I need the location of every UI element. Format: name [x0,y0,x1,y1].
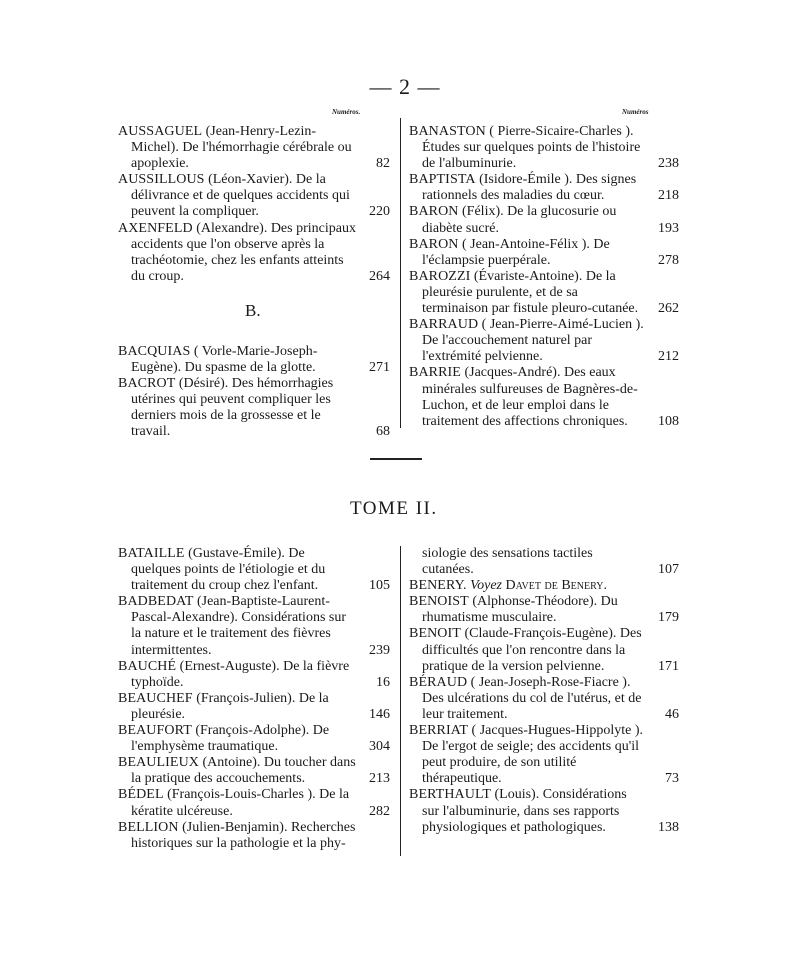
index-entry: BÉDEL (François-Louis-Charles ). De la kératite ulcéreuse. 282 [118,787,390,819]
entry-number: 264 [369,268,390,284]
index-entry: BATAILLE (Gustave-Émile). De quelques points de l'étiologie et du traitement du croup chez l'enfant. 105 [118,546,390,594]
index-entry: BADBEDAT (Jean-Baptiste-Laurent-Pascal-Alexandre). Considérations sur la nature et le traitement des fièvres intermittentes. 239 [118,594,390,658]
index-entry: BEAULIEUX (Antoine). Du toucher dans la pratique des accouchements. 213 [118,755,390,787]
entry-number: 179 [658,610,679,626]
index-entry-continuation: siologie des sensations tactiles cutanées. 107 [422,546,679,578]
index-entry: BACROT (Désiré). Des hémorrhagies utérines qui peuvent compliquer les derniers mois de la grossesse et le travail. 68 [118,376,390,440]
column-divider [400,118,401,428]
entry-number: 16 [376,674,390,690]
vol1-right-column [409,124,679,430]
index-entry: BERTHAULT (Louis). Considérations sur l'albuminurie, dans ses rapports physiologiques et pathologiques. 138 [409,787,679,835]
index-entry: BÉRAUD ( Jean-Joseph-Rose-Fiacre ). Des ulcérations du col de l'utérus, et de leur traitement. 46 [409,674,679,722]
entry-number: 220 [369,204,390,220]
column-divider [400,546,401,856]
entry-number: 73 [665,771,679,787]
index-entry: AUSSAGUEL (Jean-Henry-Lezin-Michel). De l'hémorrhagie cérébrale ou apoplexie. 82 [118,124,390,172]
index-entry: BENOIST (Alphonse-Théodore). Du rhumatisme musculaire. 179 [409,594,679,626]
entry-number: 238 [658,156,679,172]
index-entry: BERRIAT ( Jacques-Hugues-Hippolyte ). De l'ergot de seigle; des accidents qu'il peut produire, de son utilité thérapeutique. 73 [409,723,679,787]
index-entry: BAPTISTA (Isidore-Émile ). Des signes rationnels des maladies du cœur. 218 [409,172,679,204]
entry-number: 138 [658,819,679,835]
index-entry: BEAUCHEF (François-Julien). De la pleurésie. 146 [118,690,390,722]
entry-number: 271 [369,360,390,376]
numeros-label-left: Numéros. [332,108,361,116]
entry-number: 212 [658,349,679,365]
index-entry: BARON ( Jean-Antoine-Félix ). De l'éclampsie puerpérale. 278 [409,236,679,268]
entry-number: 304 [369,739,390,755]
entry-number: 171 [658,658,679,674]
index-entry: BENOIT (Claude-François-Eugène). Des difficultés que l'on rencontre dans la pratique de la version pelvienne. 171 [409,626,679,674]
vol1-left-column-a [118,124,390,285]
entry-number: 107 [658,562,679,578]
page-number: — 2 — [369,74,441,99]
index-entry: BEAUFORT (François-Adolphe). De l'emphysème traumatique. 304 [118,723,390,755]
tome-title: TOME II. [350,498,438,519]
entry-number: 213 [369,771,390,787]
vol2-right-column [409,546,679,836]
index-cross-reference: BENERY. Voyez Davet de Benery. [409,578,607,594]
index-entry: AUSSILLOUS (Léon-Xavier). De la délivrance et de quelques accidents qui peuvent la compliquer. 220 [118,172,390,220]
index-entry: BANASTON ( Pierre-Sicaire-Charles ). Études sur quelques points de l'histoire de l'albuminurie. 238 [409,124,679,172]
entry-number: 146 [369,706,390,722]
vol2-left-column [118,546,390,852]
entry-number: 68 [376,424,390,440]
index-entry: AXENFELD (Alexandre). Des principaux accidents que l'on observe après la trachéotomie, chez les enfants atteints du croup. 264 [118,220,390,284]
entry-number: 278 [658,252,679,268]
index-entry: BACQUIAS ( Vorle-Marie-Joseph-Eugène). Du spasme de la glotte. 271 [118,344,390,376]
entry-number: 108 [658,413,679,429]
entry-number: 105 [369,578,390,594]
entry-number: 282 [369,803,390,819]
index-entry: BELLION (Julien-Benjamin). Recherches historiques sur la pathologie et la phy- [118,819,356,851]
index-entry: BARRAUD ( Jean-Pierre-Aimé-Lucien ). De l'accouchement naturel par l'extrémité pelvienne. 212 [409,317,679,365]
entry-number: 46 [665,706,679,722]
index-entry: BARRIE (Jacques-André). Des eaux minérales sulfureuses de Bagnères-de-Luchon, et de leur emploi dans le traitement des affections chroniques. 108 [409,365,679,429]
index-entry: BARON (Félix). De la glucosurie ou diabète sucré. 193 [409,204,679,236]
entry-number: 193 [658,220,679,236]
section-rule [370,458,422,460]
letter-heading-b: B. [245,301,261,320]
index-entry: BAROZZI (Évariste-Antoine). De la pleurésie purulente, et de sa terminaison par fistule pleuro-cutanée. 262 [409,268,679,317]
entry-number: 82 [376,156,390,172]
entry-number: 262 [658,301,679,317]
entry-number: 218 [658,188,679,204]
numeros-label-right: Numéros [622,108,649,116]
index-entry: BAUCHÉ (Ernest-Auguste). De la fièvre typhoïde. 16 [118,658,390,690]
vol1-left-column-b [118,344,390,441]
entry-number: 239 [369,642,390,658]
